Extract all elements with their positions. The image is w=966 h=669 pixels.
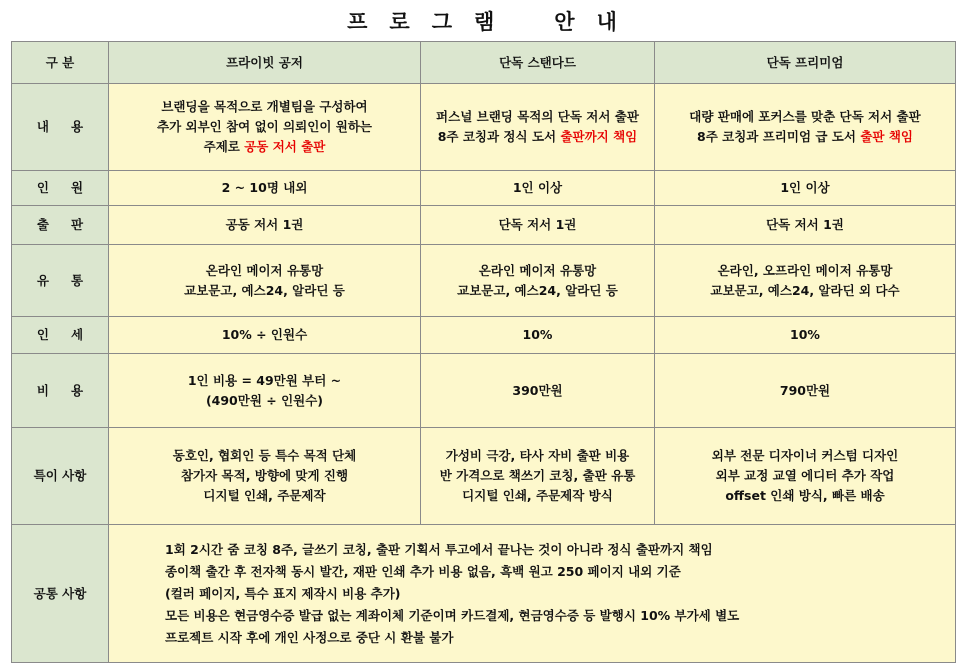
publish-premium: 단독 저서 1권	[655, 206, 956, 245]
table-row-distribution	[12, 245, 956, 317]
highlight-text: 출판 책임	[860, 129, 913, 144]
common-note: (컬러 페이지, 특수 표지 제작시 비용 추가)	[165, 585, 401, 601]
title-word-guide: 안 내	[554, 10, 619, 34]
special-standard: 가성비 극강, 타사 자비 출판 비용 반 가격으로 책쓰기 코칭, 출판 유통 디지털 인쇄, 주문제작 방식	[421, 428, 655, 525]
people-private: 2 ~ 10명 내외	[109, 171, 421, 206]
people-standard: 1인 이상	[421, 171, 655, 206]
common-note: 프로젝트 시작 후에 개인 사정으로 중단 시 환불 불가	[165, 629, 454, 645]
row-label-publish: 출 판	[12, 206, 109, 245]
people-premium: 1인 이상	[655, 171, 956, 206]
header-row	[12, 42, 956, 84]
distribution-private: 온라인 메이저 유통망 교보문고, 예스24, 알라딘 등	[109, 245, 421, 317]
publish-private: 공동 저서 1권	[109, 206, 421, 245]
table-row-content	[12, 84, 956, 171]
header-solo-premium: 단독 프리미엄	[655, 42, 956, 84]
page-title	[0, 6, 966, 36]
content-private: 브랜딩을 목적으로 개별팀을 구성하여 추가 외부인 참여 없이 의뢰인이 원하는 주제로 공동 저서 출판	[109, 84, 421, 171]
program-table	[11, 41, 956, 663]
row-label-common: 공통 사항	[12, 525, 109, 663]
common-note: 모든 비용은 현금영수증 발급 없는 계좌이체 기준이며 카드결제, 현금영수증 등 발행시 10% 부가세 별도	[165, 607, 740, 623]
table-row-cost	[12, 354, 956, 428]
royalty-private: 10% ÷ 인원수	[109, 317, 421, 354]
highlight-text: 출판까지 책임	[560, 129, 638, 144]
row-label-distribution: 유 통	[12, 245, 109, 317]
header-solo-standard: 단독 스탠다드	[421, 42, 655, 84]
royalty-standard: 10%	[421, 317, 655, 354]
table-row-publish	[12, 206, 956, 245]
table-row-people	[12, 171, 956, 206]
header-category: 구 분	[12, 42, 109, 84]
royalty-premium: 10%	[655, 317, 956, 354]
common-note: 종이책 출간 후 전자책 동시 발간, 재판 인쇄 추가 비용 없음, 흑백 원고 250 페이지 내외 기준	[165, 563, 681, 579]
distribution-premium: 온라인, 오프라인 메이저 유통망 교보문고, 예스24, 알라딘 외 다수	[655, 245, 956, 317]
publish-standard: 단독 저서 1권	[421, 206, 655, 245]
cost-premium: 790만원	[655, 354, 956, 428]
row-label-content: 내 용	[12, 84, 109, 171]
content-standard: 퍼스널 브랜딩 목적의 단독 저서 출판 8주 코칭과 정식 도서 출판까지 책임	[421, 84, 655, 171]
row-label-royalty: 인 세	[12, 317, 109, 354]
common-note: 1회 2시간 줌 코칭 8주, 글쓰기 코칭, 출판 기획서 투고에서 끝나는 것이 아니라 정식 출판까지 책임	[165, 541, 713, 557]
table-row-common	[12, 525, 956, 663]
table-row-special	[12, 428, 956, 525]
row-label-people: 인 원	[12, 171, 109, 206]
row-label-special: 특이 사항	[12, 428, 109, 525]
content-premium: 대량 판매에 포커스를 맞춘 단독 저서 출판 8주 코칭과 프리미엄 급 도서 출판 책임	[655, 84, 956, 171]
table-row-royalty	[12, 317, 956, 354]
title-word-program: 프 로 그 램	[347, 10, 497, 34]
cost-standard: 390만원	[421, 354, 655, 428]
special-premium: 외부 전문 디자이너 커스텀 디자인 외부 교정 교열 에디터 추가 작업 offset 인쇄 방식, 빠른 배송	[655, 428, 956, 525]
special-private: 동호인, 협회인 등 특수 목적 단체 참가자 목적, 방향에 맞게 진행 디지털 인쇄, 주문제작	[109, 428, 421, 525]
cost-private: 1인 비용 = 49만원 부터 ~ (490만원 ÷ 인원수)	[109, 354, 421, 428]
header-private-coauthor: 프라이빗 공저	[109, 42, 421, 84]
distribution-standard: 온라인 메이저 유통망 교보문고, 예스24, 알라딘 등	[421, 245, 655, 317]
highlight-text: 공동 저서 출판	[244, 139, 326, 154]
common-notes	[109, 525, 956, 663]
row-label-cost: 비 용	[12, 354, 109, 428]
